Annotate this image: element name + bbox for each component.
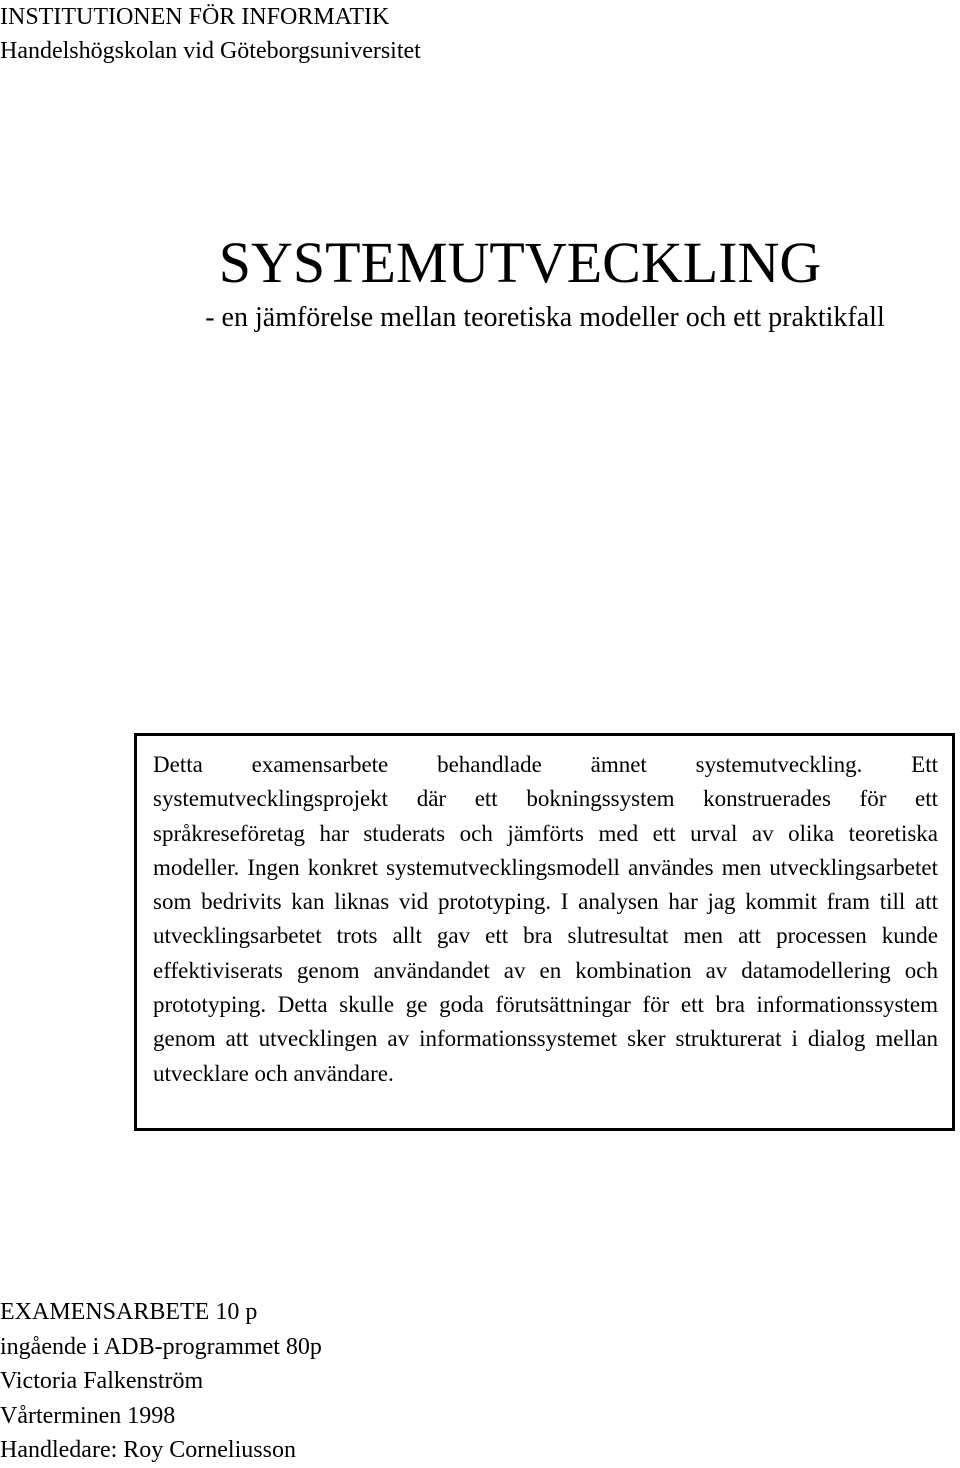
footer — [0, 1295, 322, 1468]
abstract-box — [134, 733, 955, 1131]
title-block — [0, 228, 960, 338]
page-title: SYSTEMUTVECKLING — [218, 230, 822, 295]
supervisor-label: Handledare: Roy Corneliusson — [0, 1437, 296, 1463]
header — [0, 0, 421, 68]
term-label: Vårterminen 1998 — [0, 1402, 176, 1429]
school-name: Handelshögskolan vid Göteborgsuniversitet — [0, 38, 421, 64]
page-subtitle: - en jämförelse mellan teoretiska modeller och ett praktikfall — [205, 302, 885, 333]
author-name: Victoria Falkenström — [0, 1368, 204, 1394]
abstract-text: Detta examensarbete behandlade ämnet systemutveckling. Ett systemutvecklingsprojekt där ett bokningssystem konstruerades för ett språkreseföretag har studerats och jämförts med ett urval av olika teoretiska modeller. Ingen konkret systemutvecklingsmodell användes men utvecklingsarbetet som bedrivits kan liknas vid prototyping. I analysen har jag kommit fram till att utvecklingsarbetet trots allt gav ett bra slutresultat men att processen kunde effektiviserats genom användandet av en kombination av datamodellering och prototyping. Detta skulle ge goda förutsättningar för ett bra informationssystem genom att utvecklingen av informationssystemet sker strukturerat i dialog mellan utvecklare och användare. — [153, 752, 938, 1086]
thesis-label: EXAMENSARBETE 10 p — [0, 1299, 258, 1325]
department-name: INSTITUTIONEN FÖR INFORMATIK — [0, 4, 390, 30]
program-label: ingående i ADB-programmet 80p — [0, 1333, 322, 1360]
